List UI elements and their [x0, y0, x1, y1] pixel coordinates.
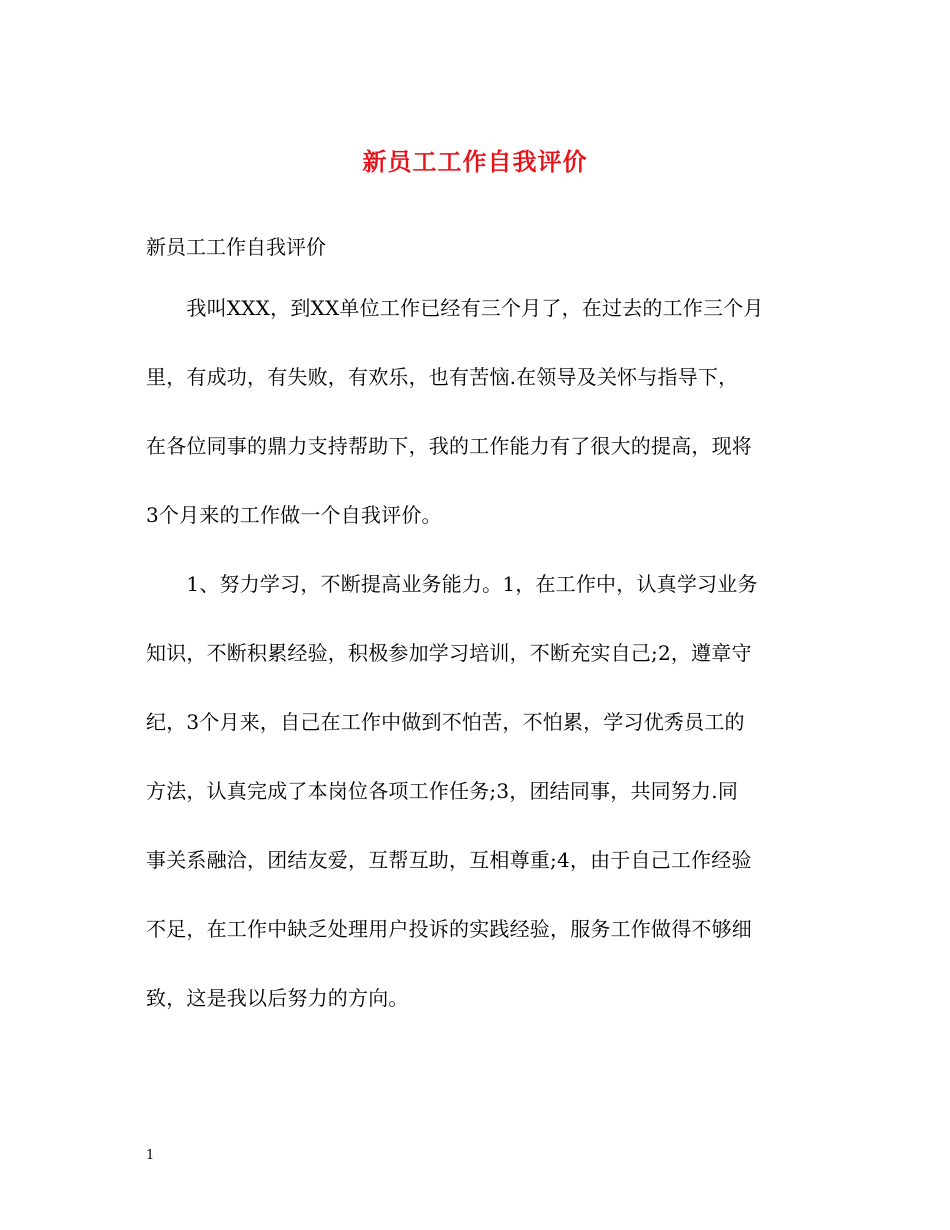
- body-line: 纪，3个月来，自己在工作中做到不怕苦，不怕累，学习优秀员工的: [146, 710, 745, 734]
- body-line: 方法，认真完成了本岗位各项工作任务;3，团结同事，共同努力.同: [146, 779, 739, 803]
- body-line: 不足，在工作中缺乏处理用户投诉的实践经验，服务工作做得不够细: [146, 917, 752, 941]
- document-subtitle: 新员工工作自我评价: [146, 235, 326, 259]
- document-title: 新员工工作自我评价: [362, 147, 588, 176]
- body-line: 里，有成功，有失败，有欢乐，也有苦恼.在领导及关怀与指导下，: [146, 365, 739, 389]
- body-line: 1、努力学习，不断提高业务能力。1，在工作中，认真学习业务: [146, 572, 758, 596]
- body-line: 致，这是我以后努力的方向。: [146, 986, 409, 1010]
- body-line: 事关系融洽，团结友爱，互帮互助，互相尊重;4，由于自己工作经验: [146, 848, 752, 872]
- body-line: 在各位同事的鼎力支持帮助下，我的工作能力有了很大的提高，现将: [146, 434, 752, 458]
- body-line: 知识，不断积累经验，积极参加学习培训，不断充实自己;2，遵章守: [146, 641, 752, 665]
- body-line: 3个月来的工作做一个自我评价。: [146, 503, 442, 527]
- page-number: 1: [146, 1148, 155, 1163]
- body-line: 我叫XXX，到XX单位工作已经有三个月了，在过去的工作三个月: [146, 296, 764, 320]
- document-body: [146, 290, 811, 1049]
